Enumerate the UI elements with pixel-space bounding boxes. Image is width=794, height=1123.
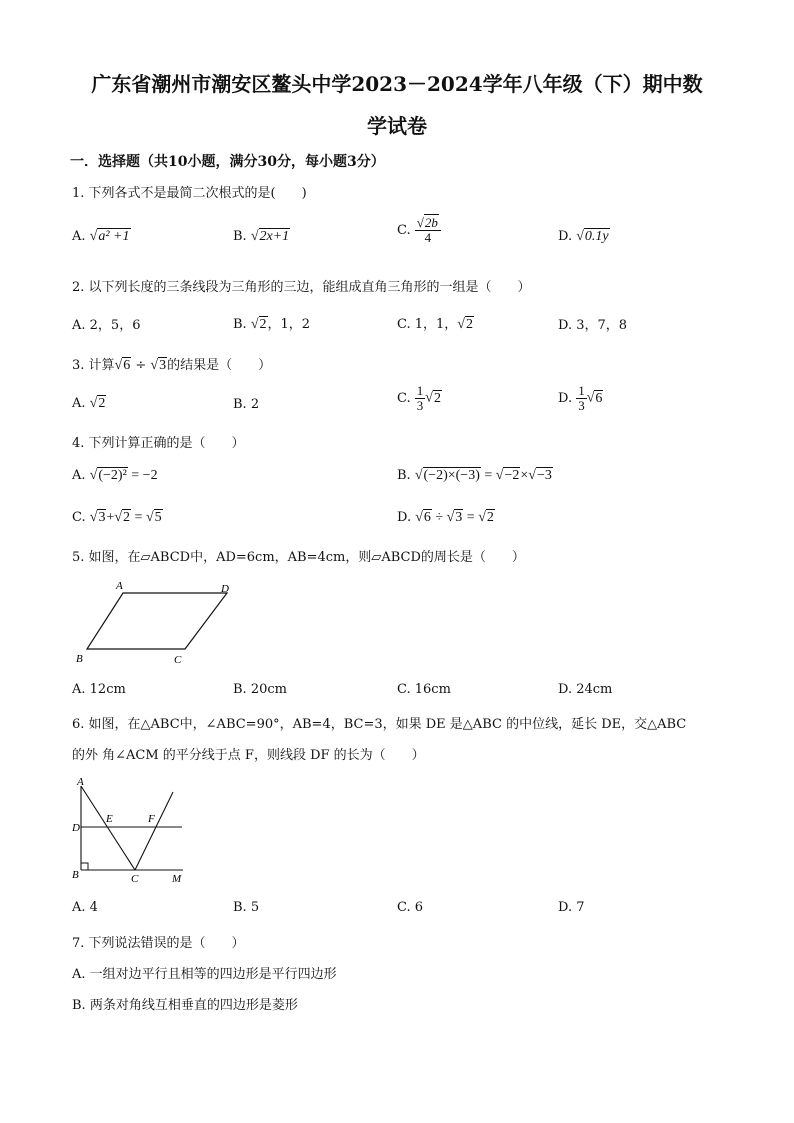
q3-option-a: A. √2 [72, 396, 106, 411]
q2-option-a: A. 2，5，6 [72, 318, 141, 333]
radical: √5 [145, 510, 162, 525]
radical: √2 [250, 317, 267, 332]
radical: √0.1y [576, 229, 609, 244]
q1-option-d [558, 229, 610, 245]
q3-option-c: C. $\frac{1}{3}$ √2 [397, 383, 441, 413]
question-4-stem: 4. 下列计算正确的是（ ） [72, 436, 245, 451]
q4-option-c: C. √3+√2 = √5 [72, 510, 162, 525]
radical: √3 [446, 510, 463, 525]
radical: √−2 [495, 468, 520, 483]
radical: √2 [425, 390, 441, 406]
option-label: B. [233, 229, 247, 244]
radical: √(−2)×(−3) [414, 468, 480, 483]
q1-option-c [397, 216, 441, 245]
parallelogram-figure [70, 578, 240, 670]
radical: √6 [114, 358, 131, 373]
radical: √−3 [528, 468, 552, 483]
radical: √3 [150, 358, 167, 373]
question-7-stem: 7. 下列说法错误的是（ ） [72, 936, 245, 951]
q6-option-c: C. 6 [397, 900, 424, 915]
q2-option-b: B. √2，1，2 [233, 317, 311, 332]
radical: √2 [114, 510, 131, 525]
question-5-stem: 5. 如图，在▱ABCD中，AD=6cm，AB=4cm，则▱ABCD的周长是（ ） [72, 550, 525, 565]
label-m: M [172, 873, 182, 885]
option-label: D. [558, 229, 573, 244]
q6-option-a: A. 4 [72, 900, 98, 915]
question-3-stem: 3. 计算√6 ÷ √3的结果是（ ） [72, 358, 272, 373]
page-title: 广东省潮州市潮安区鳌头中学2023－2024学年八年级（下）期中数 [91, 72, 703, 96]
option-label: A. [72, 229, 86, 244]
q5-option-b: B. 20cm [233, 682, 287, 697]
q3-option-b: B. 2 [233, 397, 260, 412]
page-title-line2: 学试卷 [367, 114, 427, 138]
q4-option-d: D. √6 ÷ √3 = √2 [397, 510, 494, 525]
label-f: F [148, 813, 155, 825]
radical: √6 [586, 390, 603, 406]
q1-option-b [233, 229, 290, 245]
q1-option-a [72, 229, 131, 245]
q4-option-b: B. √(−2)×(−3) = √−2×√−3 [397, 468, 552, 483]
q5-option-a: A. 12cm [72, 682, 126, 697]
question-1-stem: 1. 下列各式不是最简二次根式的是( ) [72, 186, 307, 201]
parallelogram-abcd [87, 593, 227, 649]
q6-option-b: B. 5 [233, 900, 260, 915]
radical: √3 [89, 510, 106, 525]
label-e: E [106, 813, 113, 825]
option-label: C. [397, 223, 411, 238]
question-6-stem-line1: 6. 如图，在△ABC中，∠ABC=90°，AB=4，BC=3，如果 DE 是△ABC 的中位线，延长 DE，交△ABC [72, 717, 687, 732]
radical: √6 [415, 510, 431, 525]
radical: √2 [478, 510, 494, 525]
q6-option-d: D. 7 [558, 900, 585, 915]
label-c: C [131, 873, 139, 885]
label-b: B [76, 653, 83, 665]
q5-option-d: D. 24cm [558, 682, 613, 697]
label-d: D [72, 822, 80, 834]
radical: √2x+1 [250, 229, 290, 244]
label-c: C [174, 654, 182, 666]
label-b: B [72, 869, 79, 881]
q5-option-c: C. 16cm [397, 682, 451, 697]
fraction: $\frac{1}{3}$ [578, 383, 585, 413]
label-a: A [77, 776, 84, 788]
radical: √2 [457, 317, 473, 332]
q3-option-d: D. $\frac{1}{3}$ √6 [558, 383, 603, 413]
q4-option-a: A. √(−2)² = −2 [72, 468, 158, 483]
radical: √(−2)² [89, 468, 127, 483]
label-d: D [221, 583, 229, 595]
radical: √2 [89, 396, 106, 411]
label-a: A [116, 580, 123, 592]
fraction: $\frac{1}{3}$ [416, 383, 424, 413]
section-heading: 一．选择题（共10小题，满分30分，每小题3分） [70, 154, 385, 170]
q7-option-a: A. 一组对边平行且相等的四边形是平行四边形 [72, 967, 337, 982]
triangle-figure [68, 774, 198, 886]
q2-option-c: C. 1，1，√2 [397, 317, 473, 332]
q2-option-d: D. 3，7，8 [558, 318, 628, 333]
question-6-stem-line2: 的外 角∠ACM 的平分线于点 F，则线段 DF 的长为（ ） [72, 748, 425, 763]
q7-option-b: B. 两条对角线互相垂直的四边形是菱形 [72, 998, 298, 1013]
question-2-stem: 2. 以下列长度的三条线段为三角形的三边，能组成直角三角形的一组是（ ） [72, 280, 531, 295]
radical: √a² +1 [89, 229, 130, 244]
fraction: $\frac{√2b}{4}$ [415, 216, 441, 245]
